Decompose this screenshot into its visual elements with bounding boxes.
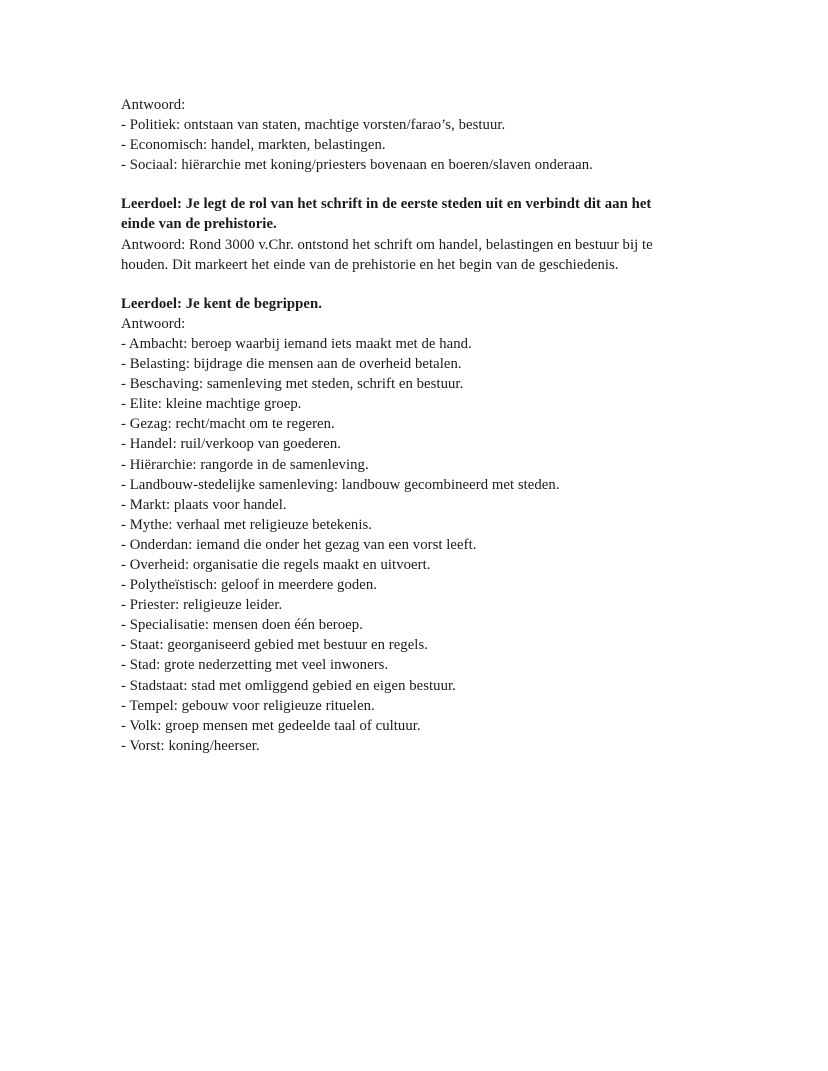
list-item: - Volk: groep mensen met gedeelde taal of cultuur. <box>121 717 421 734</box>
list-item: - Vorst: koning/heerser. <box>121 737 260 754</box>
list-item: - Belasting: bijdrage die mensen aan de overheid betalen. <box>121 356 462 373</box>
section-answer-aspects <box>121 95 695 175</box>
list-item: - Markt: plaats voor handel. <box>121 496 287 513</box>
answer-label: Antwoord: <box>121 315 186 332</box>
glossary-list <box>121 334 695 756</box>
answer-label: Antwoord: <box>121 97 186 113</box>
leerdoel-answer-line-2: houden. Dit markeert het einde van de prehistorie en het begin van de geschiedenis. <box>121 256 619 273</box>
list-item: - Elite: kleine machtige groep. <box>121 396 302 413</box>
list-item: - Economisch: handel, markten, belastingen. <box>121 137 386 154</box>
leerdoel-heading-line-2: einde van de prehistorie. <box>121 216 277 233</box>
paragraph-spacer <box>121 275 695 294</box>
list-item: - Beschaving: samenleving met steden, schrift en bestuur. <box>121 376 464 393</box>
list-item: - Priester: religieuze leider. <box>121 597 283 614</box>
list-item: - Polytheïstisch: geloof in meerdere goden. <box>121 577 378 594</box>
list-item: - Ambacht: beroep waarbij iemand iets maakt met de hand. <box>121 335 472 352</box>
list-item: - Landbouw-stedelijke samenleving: landbouw gecombineerd met steden. <box>121 476 560 493</box>
leerdoel-answer-line-1: Antwoord: Rond 3000 v.Chr. ontstond het schrift om handel, belastingen en bestuur bij te <box>121 236 653 253</box>
list-item: - Stad: grote nederzetting met veel inwoners. <box>121 657 389 674</box>
list-item: - Overheid: organisatie die regels maakt en uitvoert. <box>121 556 431 573</box>
list-item: - Sociaal: hiërarchie met koning/priesters bovenaan en boeren/slaven onderaan. <box>121 157 593 174</box>
aspect-list <box>121 115 695 175</box>
list-item: - Specialisatie: mensen doen één beroep. <box>121 617 363 634</box>
list-item: - Mythe: verhaal met religieuze betekenis. <box>121 516 373 533</box>
section-leerdoel-begrippen <box>121 294 695 756</box>
list-item: - Onderdan: iemand die onder het gezag van een vorst leeft. <box>121 536 477 553</box>
begrippen-heading: Leerdoel: Je kent de begrippen. <box>121 295 322 312</box>
list-item: - Staat: georganiseerd gebied met bestuur en regels. <box>121 637 428 654</box>
list-item: - Gezag: recht/macht om te regeren. <box>121 416 335 433</box>
section-leerdoel-schrift <box>121 194 695 274</box>
document-content <box>121 95 695 756</box>
paragraph-spacer <box>121 175 695 194</box>
leerdoel-heading-line-1: Leerdoel: Je legt de rol van het schrift in de eerste steden uit en verbindt dit aan het <box>121 196 652 213</box>
list-item: - Hiërarchie: rangorde in de samenleving. <box>121 456 369 473</box>
list-item: - Stadstaat: stad met omliggend gebied en eigen bestuur. <box>121 677 456 694</box>
list-item: - Handel: ruil/verkoop van goederen. <box>121 436 342 453</box>
list-item: - Tempel: gebouw voor religieuze rituelen. <box>121 697 375 714</box>
list-item: - Politiek: ontstaan van staten, machtige vorsten/farao’s, bestuur. <box>121 117 506 134</box>
